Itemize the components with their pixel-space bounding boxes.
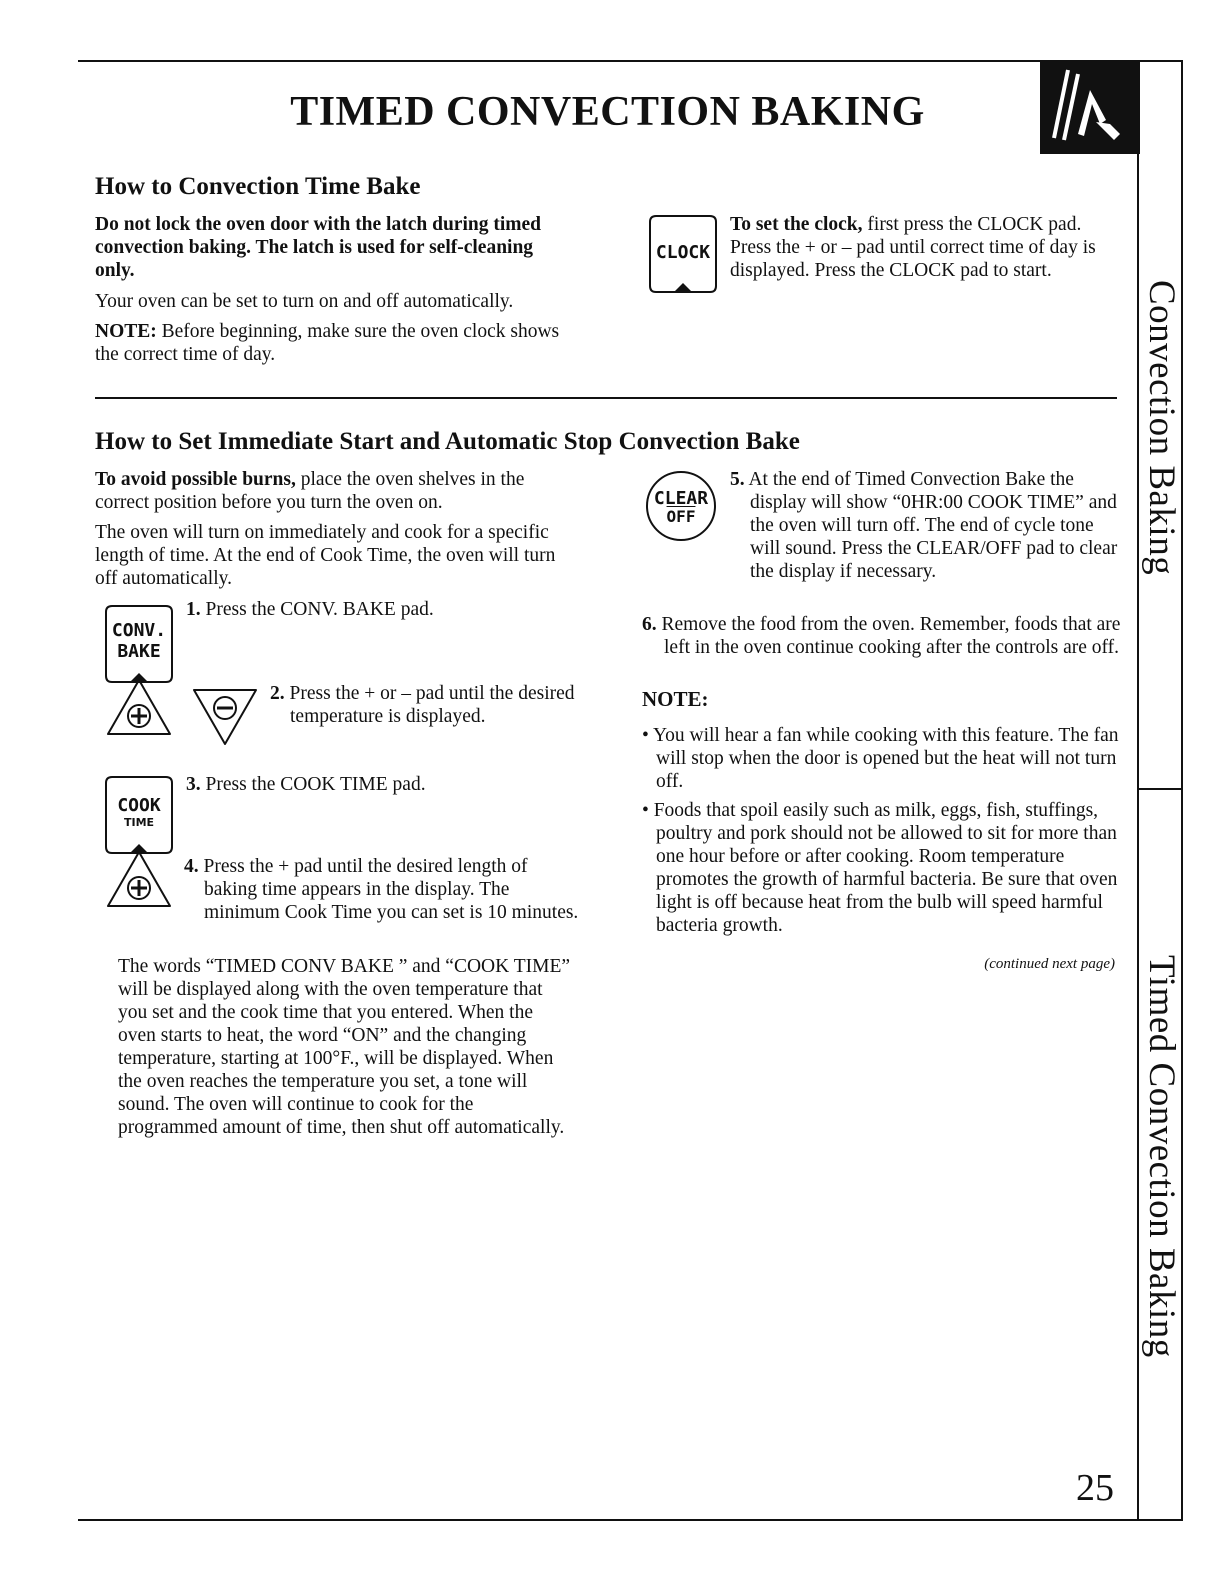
clock-note (95, 320, 575, 366)
step5 (730, 468, 1120, 583)
cook-time-pad[interactable] (104, 775, 174, 857)
tab-divider-mid (1137, 788, 1183, 790)
page-number: 25 (1076, 1467, 1114, 1509)
step6-text: Remove the food from the oven. Remember, foods that are left in the oven continue cooking after the controls are off. (661, 614, 1121, 658)
conv-pad-line2: BAKE (117, 641, 161, 662)
continued-note: (continued next page) (984, 956, 1115, 972)
clear-pad-line2: $\overline{OFF}$ (666, 507, 696, 526)
conv-bake-pad[interactable] (104, 604, 174, 686)
note-bullet-fan: • You will hear a fan while cooking with this feature. The fan will stop when the door is opened but the heat will not turn off. (642, 725, 1119, 792)
plus-triangle-icon (104, 848, 174, 912)
side-tab-convection-baking[interactable]: Convection Baking (1141, 280, 1182, 576)
step6-num: 6. (642, 614, 657, 635)
side-tab-timed-convection-baking[interactable]: Timed Convection Baking (1141, 955, 1182, 1358)
step1-num: 1. (186, 599, 201, 620)
plus-triangle-icon (104, 676, 174, 740)
section2-heading: How to Set Immediate Start and Automatic Stop Convection Bake (95, 428, 800, 455)
latch-warning: Do not lock the oven door with the latch during timed convection baking. The latch is used for self-cleaning only. (95, 214, 541, 281)
step2 (270, 682, 580, 728)
step6 (642, 613, 1134, 659)
clock-pad[interactable] (648, 214, 718, 296)
step3-num: 3. (186, 774, 201, 795)
immediate-para: The oven will turn on immediately and cook for a specific length of time. At the end of Cook Time, the oven will turn off automatically. (95, 522, 556, 589)
step4 (184, 855, 584, 924)
cook-pad-line2: TIME (123, 816, 155, 829)
plus-pad-step4[interactable] (104, 848, 174, 912)
step1 (186, 598, 566, 621)
note-label: NOTE: (95, 321, 157, 342)
step4-num: 4. (184, 856, 199, 877)
plus-pad[interactable] (104, 676, 174, 740)
tab-divider-left (1137, 150, 1139, 1520)
burns-warning (95, 468, 565, 514)
display-words-para: The words “TIMED CONV BAKE ” and “COOK TIME” will be displayed along with the oven temperature that you set and the cook time that you entered. When the oven starts to heat, the word “ON” and the changing temperature, starting at 100°F., will be displayed. When the oven reaches the temperature you set, a tone will sound. The oven will continue to cook for the programmed amount of time, then shut off automatically. (118, 956, 571, 1138)
clear-pad-line1: CLEAR (653, 488, 709, 509)
page-title: TIMED CONVECTION BAKING (290, 89, 925, 135)
step3 (186, 773, 566, 796)
clear-off-pad[interactable] (645, 470, 717, 542)
note-bullet-spoil: • Foods that spoil easily such as milk, eggs, fish, stuffings, poultry and pork should not be allowed to sit for more than one hour before or after cooking. Room temperature promotes the growth of harmful bacteria. Be sure that oven light is off because heat from the bulb will speed harmful bacteria growth. (642, 800, 1118, 936)
burns-lead: To avoid possible burns, (95, 469, 296, 490)
bottom-rule (78, 1519, 1183, 1521)
step5-num: 5. (730, 469, 745, 490)
minus-pad[interactable] (190, 684, 260, 748)
note-heading: NOTE: (642, 687, 709, 711)
clock-text: first press the CLOCK pad. Press the + or – pad until correct time of day is displayed. Press the CLOCK pad to start. (730, 214, 1096, 281)
step4-text: Press the + pad until the desired length of baking time appears in the display. The minimum Cook Time you can set is 10 minutes. (203, 856, 579, 923)
minus-triangle-icon (190, 684, 260, 748)
clock-lead: To set the clock, (730, 214, 863, 235)
step2-num: 2. (270, 683, 285, 704)
step3-text: Press the COOK TIME pad. (205, 774, 426, 795)
step1-text: Press the CONV. BAKE pad. (205, 599, 434, 620)
cook-pad-line1: COOK (117, 795, 161, 816)
clock-instructions (730, 213, 1110, 282)
step2-text: Press the + or – pad until the desired temperature is displayed. (289, 683, 575, 727)
burns-text: place the oven shelves in the correct position before you turn the oven on. (95, 469, 525, 513)
section1-heading: How to Convection Time Bake (95, 173, 421, 200)
top-rule (78, 60, 1183, 62)
conv-pad-line1: CONV. (111, 620, 167, 641)
note-text: Before beginning, make sure the oven clock shows the correct time of day. (95, 321, 560, 365)
clock-pad-label: CLOCK (655, 242, 711, 263)
auto-intro: Your oven can be set to turn on and off automatically. (95, 291, 514, 312)
section-divider (95, 397, 1117, 399)
step5-text: At the end of Timed Convection Bake the display will show “0HR:00 COOK TIME” and the oven will turn off. The end of cycle tone will sound. Press the CLEAR/OFF pad to clear the display if necessary. (748, 469, 1118, 582)
